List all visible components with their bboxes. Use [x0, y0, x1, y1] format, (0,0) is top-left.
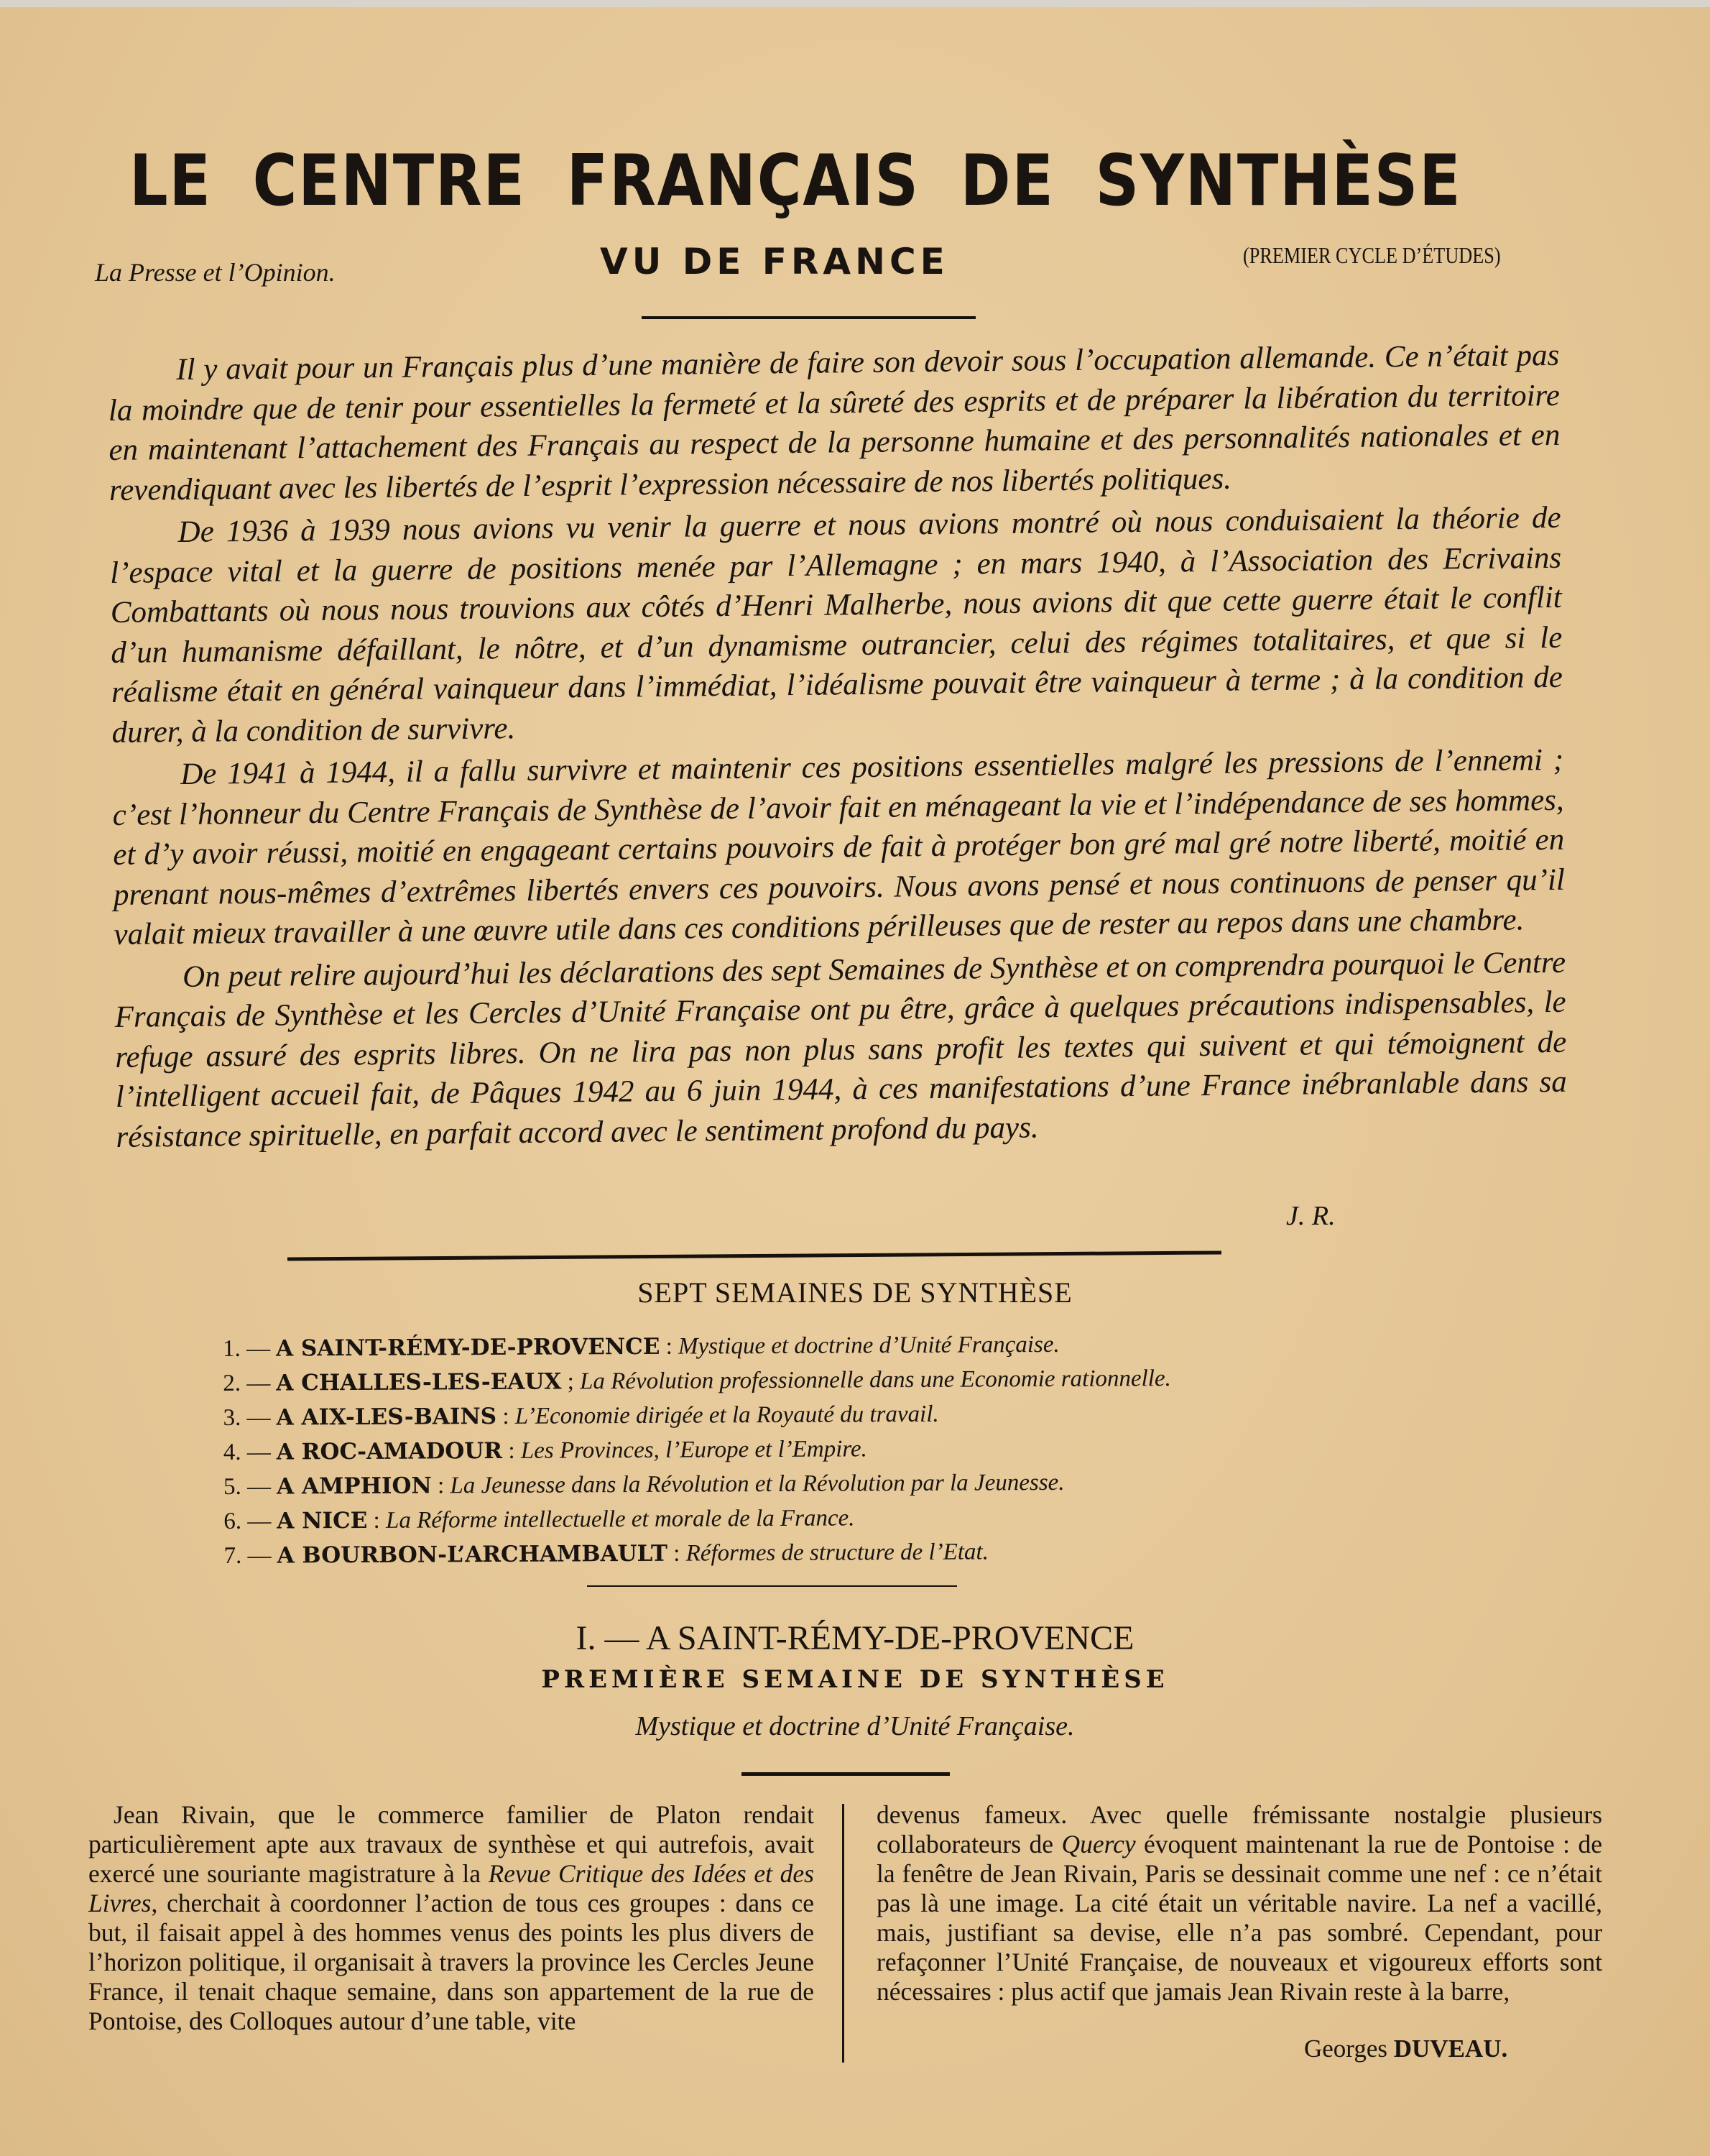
article-text: évoquent maintenant la rue de Pontoise : de la fenêtre de Jean Rivain, Paris se dessinait comme une nef : ce n’était pas là une image. La cité était un véritable navire. La nef a vacillé, mais, justifiant sa devise, elle n’a pas sombré. Cependant, pour refaçonner l’Unité Française, de nouveaux et vigoureux efforts sont nécessaires : plus actif que jamais Jean Rivain reste à la barre, [877, 1830, 1602, 2006]
week-item [224, 1534, 1173, 1573]
week-separator: : [502, 1437, 521, 1464]
week-theme: Les Provinces, l’Europe et l’Empire. [520, 1436, 867, 1464]
week-place: A AIX-LES-BAINS [276, 1404, 497, 1431]
week-item [223, 1327, 1171, 1366]
right-caption: (PREMIER CYCLE D’ÉTUDES) [1243, 242, 1501, 268]
intro-paragraph: De 1936 à 1939 nous avions vu venir la guerre et nous avions montré où nous conduisaient la théorie de l’espace vital et la guerre de positions menée par l’Allemagne ; en mars 1940, à l’Association des Ecrivains Combattants où nous nous trouvions aux côtés d’Henri Malherbe, nous avions dit que cette guerre était le conflit d’un humanisme défaillant, le nôtre, et d’un dynamisme outrancier, celui des régimes totalitaires, et que si le réalisme était en général vainqueur dans l’immédiat, l’idéalisme pouvait être vainqueur à terme ; à la condition de durer, à la condition de survivre. [109, 500, 1563, 750]
week-number: 2. — [223, 1370, 271, 1396]
left-caption: La Presse et l’Opinion. [95, 258, 336, 287]
week-separator: : [660, 1333, 679, 1360]
publication-title: Quercy [1061, 1830, 1136, 1858]
week-place: A AMPHION [277, 1473, 432, 1500]
signature-first-name: Georges [1304, 2035, 1387, 2063]
week-item [223, 1465, 1172, 1504]
weeks-list [223, 1327, 1172, 1573]
week-item [223, 1430, 1172, 1470]
week-separator: : [496, 1403, 515, 1430]
scan-edge [0, 0, 1710, 7]
week-theme: La Réforme intellectuelle et morale de la France. [385, 1505, 855, 1534]
document-title: LE CENTRE FRANÇAIS DE SYNTHÈSE [129, 140, 1462, 222]
week-number: 5. — [223, 1473, 272, 1500]
week-separator: : [367, 1507, 387, 1534]
review-title: Revue Critique des Idées et des Livres [88, 1859, 814, 1917]
week-theme: Réformes de structure de l’Etat. [685, 1539, 989, 1567]
intro-text [108, 336, 1568, 1160]
title-rule [642, 316, 976, 319]
intro-paragraph: De 1941 à 1944, il a fallu survivre et maintenir ces positions essentielles malgré les pressions de l’ennemi ; c’est l’honneur du Centre Français de Synthèse de l’avoir fait en ménageant la vie et l’indépendance de ses hommes, et d’y avoir réussi, moitié en engageant certains pouvoirs de fait à protéger bon gré mal gré notre liberté, moitié en prenant nous-mêmes d’extrêmes libertés envers ces pouvoirs. Nous avons pensé et nous continuons de penser qu’il valait mieux travailler à une œuvre utile dans ces conditions périlleuses que de rester au repos dans une chambre. [112, 742, 1566, 952]
section-title: I. — A SAINT-RÉMY-DE-PROVENCE [576, 1619, 1134, 1657]
week-number: 3. — [223, 1404, 271, 1431]
week-place: A NICE [277, 1507, 368, 1534]
article-paragraph [877, 1800, 1602, 2007]
document-subtitle: VU DE FRANCE [600, 241, 949, 282]
intro-paragraph: Il y avait pour un Français plus d’une manière de faire son devoir sous l’occupation allemande. Ce n’était pas la moindre que de tenir pour essentielles la fermeté et la sûreté des esprits et de préparer la libération du territoire en maintenant l’attachement des Français au respect de la personne humaine et des personnalités nationales et en revendiquant avec les libertés de l’esprit l’expression nécessaire de nos libertés politiques. [108, 338, 1561, 507]
article-text: Jean Rivain, que le commerce familier de Platon rendait particulièrement apte aux travaux de synthèse et qui autrefois, avait exercé une souriante magistrature à la [88, 1800, 814, 1888]
intro-signature: J. R. [1286, 1201, 1336, 1231]
article-signature [1304, 2035, 1507, 2063]
signature-last-name: DUVEAU. [1393, 2035, 1508, 2063]
week-theme: La Jeunesse dans la Révolution et la Révolution par la Jeunesse. [450, 1469, 1065, 1499]
week-number: 6. — [223, 1508, 272, 1534]
week-separator: : [431, 1473, 450, 1499]
article-right-column [877, 1800, 1602, 2007]
article-paragraph [88, 1800, 814, 2036]
section-subtitle: PREMIÈRE SEMAINE DE SYNTHÈSE [541, 1665, 1169, 1694]
week-theme: La Révolution professionnelle dans une Economie rationnelle. [580, 1365, 1171, 1395]
week-place: A SAINT-RÉMY-DE-PROVENCE [276, 1333, 660, 1362]
week-place: A CHALLES-LES-EAUX [276, 1368, 562, 1396]
week-separator: : [667, 1540, 686, 1567]
article-text: devenus fameux. Avec quelle frémissante nostalgie plusieurs collaborateurs de [877, 1800, 1602, 1858]
article-left-column [88, 1800, 814, 2036]
week-item [223, 1499, 1172, 1539]
week-number: 1. — [223, 1335, 271, 1362]
section-theme: Mystique et doctrine d’Unité Française. [635, 1711, 1075, 1741]
week-place: A BOURBON-L’ARCHAMBAULT [277, 1540, 668, 1569]
week-place: A ROC-AMADOUR [276, 1437, 503, 1465]
article-text: , cherchait à coordonner l’action de tous ces groupes : dans ce but, il faisait appel à des hommes venus des points les plus divers de l’horizon politique, il organisait à travers la province les Cercles Jeune France, il tenait chaque semaine, dans son appartement de la rue de Pontoise, des Colloques autour d’une table, vite [88, 1889, 814, 2035]
section-short-rule [741, 1772, 950, 1776]
intro-paragraph: On peut relire aujourd’hui les déclarations des sept Semaines de Synthèse et on comprendra pourquoi le Centre Français de Synthèse et les Cercles d’Unité Française ont pu être, grâce à quelques précautions indispensables, le refuge assuré des esprits libres. On ne lira pas non plus sans profit les textes qui suivent et qui témoignent de l’intelligent accueil fait, de Pâques 1942 au 6 juin 1944, à ces manifestations d’une France inébranlable dans sa résistance spirituelle, en parfait accord avec le sentiment profond du pays. [114, 945, 1568, 1154]
week-number: 7. — [223, 1542, 272, 1569]
week-item [223, 1361, 1171, 1401]
column-divider [842, 1804, 844, 2063]
week-item [223, 1396, 1172, 1435]
week-theme: L’Economie dirigée et la Royauté du travail. [514, 1401, 939, 1429]
week-number: 4. — [223, 1439, 271, 1465]
weeks-end-rule [587, 1585, 957, 1587]
week-theme: Mystique et doctrine d’Unité Française. [678, 1331, 1060, 1360]
section-rule [287, 1250, 1221, 1261]
week-separator: ; [561, 1368, 581, 1395]
weeks-title: SEPT SEMAINES DE SYNTHÈSE [637, 1276, 1073, 1309]
